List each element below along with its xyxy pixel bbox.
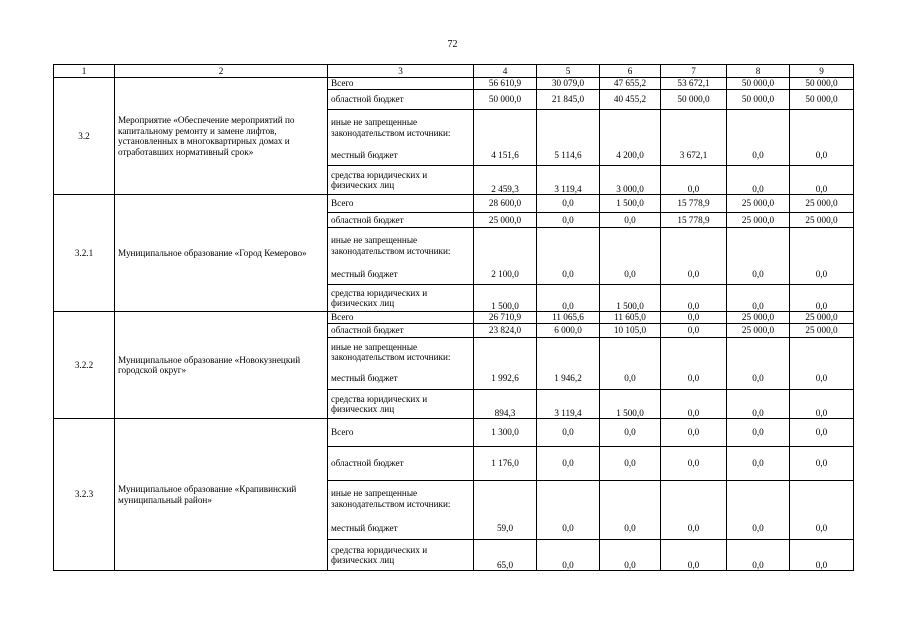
value-cell: 53 672,1 bbox=[661, 78, 727, 90]
funding-source-label: областной бюджет bbox=[328, 213, 474, 228]
value-cell: 0,0 bbox=[537, 517, 600, 540]
value-cell: 3 000,0 bbox=[600, 166, 661, 195]
value-cell bbox=[600, 110, 661, 146]
value-cell: 25 000,0 bbox=[790, 324, 854, 338]
value-cell: 0,0 bbox=[661, 540, 727, 571]
value-cell: 0,0 bbox=[661, 390, 727, 419]
value-cell: 0,0 bbox=[790, 447, 854, 481]
value-cell: 3 119,4 bbox=[537, 166, 600, 195]
value-cell: 0,0 bbox=[600, 213, 661, 228]
value-cell: 0,0 bbox=[727, 517, 790, 540]
header-row bbox=[54, 65, 854, 78]
value-cell: 0,0 bbox=[727, 146, 790, 166]
value-cell bbox=[537, 338, 600, 367]
value-cell bbox=[790, 228, 854, 264]
value-cell: 1 946,2 bbox=[537, 367, 600, 390]
value-cell: 0,0 bbox=[790, 540, 854, 571]
value-cell: 0,0 bbox=[790, 419, 854, 447]
value-cell: 1 300,0 bbox=[474, 419, 537, 447]
table-row bbox=[54, 419, 854, 447]
value-cell: 50 000,0 bbox=[727, 90, 790, 110]
column-header: 8 bbox=[727, 65, 790, 78]
value-cell: 894,3 bbox=[474, 390, 537, 419]
value-cell: 25 000,0 bbox=[474, 213, 537, 228]
value-cell: 0,0 bbox=[790, 146, 854, 166]
item-code: 3.2 bbox=[54, 78, 115, 195]
value-cell: 0,0 bbox=[790, 166, 854, 195]
funding-source-label: Всего bbox=[328, 419, 474, 447]
value-cell: 25 000,0 bbox=[727, 324, 790, 338]
table-row bbox=[54, 78, 854, 90]
value-cell: 0,0 bbox=[727, 447, 790, 481]
value-cell: 1 500,0 bbox=[600, 390, 661, 419]
value-cell: 0,0 bbox=[537, 264, 600, 285]
value-cell: 25 000,0 bbox=[790, 213, 854, 228]
funding-source-label: местный бюджет bbox=[328, 146, 474, 166]
value-cell: 0,0 bbox=[600, 264, 661, 285]
value-cell: 2 100,0 bbox=[474, 264, 537, 285]
value-cell: 4 151,6 bbox=[474, 146, 537, 166]
value-cell: 0,0 bbox=[790, 285, 854, 312]
value-cell: 25 000,0 bbox=[790, 195, 854, 213]
value-cell: 0,0 bbox=[661, 517, 727, 540]
funding-source-label: Всего bbox=[328, 195, 474, 213]
value-cell: 10 105,0 bbox=[600, 324, 661, 338]
funding-source-label: областной бюджет bbox=[328, 90, 474, 110]
value-cell: 0,0 bbox=[600, 419, 661, 447]
funding-source-label: Всего bbox=[328, 78, 474, 90]
value-cell bbox=[600, 228, 661, 264]
column-header: 2 bbox=[115, 65, 328, 78]
value-cell: 3 119,4 bbox=[537, 390, 600, 419]
funding-source-label: иные не запрещенные законодательством источники: bbox=[328, 338, 474, 367]
value-cell: 25 000,0 bbox=[790, 312, 854, 324]
value-cell bbox=[661, 228, 727, 264]
value-cell: 0,0 bbox=[727, 390, 790, 419]
funding-source-label: средства юридических и физических лиц bbox=[328, 166, 474, 195]
funding-source-label: местный бюджет bbox=[328, 517, 474, 540]
funding-source-label: областной бюджет bbox=[328, 447, 474, 481]
value-cell: 11 065,6 bbox=[537, 312, 600, 324]
value-cell: 50 000,0 bbox=[790, 78, 854, 90]
value-cell: 0,0 bbox=[661, 264, 727, 285]
value-cell: 0,0 bbox=[790, 390, 854, 419]
table-row bbox=[54, 312, 854, 324]
funding-source-label: средства юридических и физических лиц bbox=[328, 390, 474, 419]
value-cell: 0,0 bbox=[600, 367, 661, 390]
value-cell: 0,0 bbox=[537, 447, 600, 481]
value-cell: 28 600,0 bbox=[474, 195, 537, 213]
value-cell: 25 000,0 bbox=[727, 312, 790, 324]
funding-source-label: местный бюджет bbox=[328, 264, 474, 285]
value-cell bbox=[537, 228, 600, 264]
value-cell: 1 500,0 bbox=[600, 195, 661, 213]
value-cell: 50 000,0 bbox=[790, 90, 854, 110]
item-name: Муниципальное образование «Город Кемерово» bbox=[115, 195, 328, 312]
value-cell: 0,0 bbox=[537, 540, 600, 571]
value-cell: 0,0 bbox=[727, 367, 790, 390]
value-cell: 0,0 bbox=[537, 213, 600, 228]
value-cell: 21 845,0 bbox=[537, 90, 600, 110]
value-cell: 1 992,6 bbox=[474, 367, 537, 390]
value-cell: 23 824,0 bbox=[474, 324, 537, 338]
value-cell: 0,0 bbox=[537, 285, 600, 312]
value-cell: 30 079,0 bbox=[537, 78, 600, 90]
value-cell: 56 610,9 bbox=[474, 78, 537, 90]
value-cell: 0,0 bbox=[537, 419, 600, 447]
funding-source-label: местный бюджет bbox=[328, 367, 474, 390]
value-cell bbox=[790, 338, 854, 367]
value-cell: 50 000,0 bbox=[474, 90, 537, 110]
funding-source-label: иные не запрещенные законодательством источники: bbox=[328, 481, 474, 517]
column-header: 3 bbox=[328, 65, 474, 78]
column-header: 6 bbox=[600, 65, 661, 78]
value-cell bbox=[727, 110, 790, 146]
value-cell bbox=[600, 481, 661, 517]
funding-source-label: иные не запрещенные законодательством источники: bbox=[328, 110, 474, 146]
value-cell bbox=[727, 481, 790, 517]
value-cell bbox=[790, 110, 854, 146]
value-cell bbox=[537, 481, 600, 517]
value-cell: 65,0 bbox=[474, 540, 537, 571]
value-cell: 0,0 bbox=[661, 367, 727, 390]
value-cell: 15 778,9 bbox=[661, 213, 727, 228]
value-cell: 50 000,0 bbox=[661, 90, 727, 110]
value-cell: 0,0 bbox=[727, 166, 790, 195]
value-cell: 4 200,0 bbox=[600, 146, 661, 166]
value-cell: 0,0 bbox=[661, 324, 727, 338]
value-cell: 11 605,0 bbox=[600, 312, 661, 324]
page-number: 72 bbox=[447, 39, 458, 50]
value-cell: 59,0 bbox=[474, 517, 537, 540]
column-header: 5 bbox=[537, 65, 600, 78]
value-cell: 0,0 bbox=[661, 447, 727, 481]
value-cell: 0,0 bbox=[661, 166, 727, 195]
column-header: 9 bbox=[790, 65, 854, 78]
budget-table bbox=[53, 64, 854, 571]
value-cell: 0,0 bbox=[790, 367, 854, 390]
item-code: 3.2.3 bbox=[54, 419, 115, 571]
item-code: 3.2.2 bbox=[54, 312, 115, 419]
value-cell: 25 000,0 bbox=[727, 195, 790, 213]
value-cell: 0,0 bbox=[727, 419, 790, 447]
value-cell: 1 500,0 bbox=[474, 285, 537, 312]
value-cell bbox=[600, 338, 661, 367]
value-cell: 0,0 bbox=[600, 447, 661, 481]
value-cell: 6 000,0 bbox=[537, 324, 600, 338]
value-cell: 26 710,9 bbox=[474, 312, 537, 324]
table-row bbox=[54, 195, 854, 213]
value-cell: 0,0 bbox=[661, 312, 727, 324]
value-cell bbox=[790, 481, 854, 517]
value-cell bbox=[727, 338, 790, 367]
value-cell: 1 176,0 bbox=[474, 447, 537, 481]
value-cell: 5 114,6 bbox=[537, 146, 600, 166]
value-cell: 0,0 bbox=[727, 540, 790, 571]
column-header: 7 bbox=[661, 65, 727, 78]
value-cell: 0,0 bbox=[790, 517, 854, 540]
value-cell bbox=[661, 481, 727, 517]
funding-source-label: иные не запрещенные законодательством источники: bbox=[328, 228, 474, 264]
value-cell: 0,0 bbox=[727, 264, 790, 285]
value-cell: 0,0 bbox=[600, 540, 661, 571]
value-cell bbox=[474, 110, 537, 146]
value-cell: 0,0 bbox=[661, 285, 727, 312]
item-name: Муниципальное образование «Крапивинский муниципальный район» bbox=[115, 419, 328, 571]
value-cell: 47 655,2 bbox=[600, 78, 661, 90]
value-cell bbox=[537, 110, 600, 146]
item-code: 3.2.1 bbox=[54, 195, 115, 312]
value-cell: 2 459,3 bbox=[474, 166, 537, 195]
funding-source-label: средства юридических и физических лиц bbox=[328, 285, 474, 312]
value-cell: 0,0 bbox=[790, 264, 854, 285]
value-cell: 0,0 bbox=[727, 285, 790, 312]
value-cell: 50 000,0 bbox=[727, 78, 790, 90]
funding-source-label: областной бюджет bbox=[328, 324, 474, 338]
value-cell: 40 455,2 bbox=[600, 90, 661, 110]
value-cell: 0,0 bbox=[661, 419, 727, 447]
value-cell: 0,0 bbox=[537, 195, 600, 213]
funding-source-label: Всего bbox=[328, 312, 474, 324]
column-header: 4 bbox=[474, 65, 537, 78]
value-cell: 15 778,9 bbox=[661, 195, 727, 213]
value-cell bbox=[474, 481, 537, 517]
value-cell bbox=[661, 338, 727, 367]
value-cell bbox=[474, 228, 537, 264]
value-cell: 25 000,0 bbox=[727, 213, 790, 228]
value-cell: 1 500,0 bbox=[600, 285, 661, 312]
value-cell: 3 672,1 bbox=[661, 146, 727, 166]
column-header: 1 bbox=[54, 65, 115, 78]
value-cell bbox=[474, 338, 537, 367]
value-cell bbox=[727, 228, 790, 264]
value-cell bbox=[661, 110, 727, 146]
value-cell: 0,0 bbox=[600, 517, 661, 540]
funding-source-label: средства юридических и физических лиц bbox=[328, 540, 474, 571]
item-name: Мероприятие «Обеспечение мероприятий по капитальному ремонту и замене лифтов, установленных в многоквартирных домах и отработавших нормативный срок» bbox=[115, 78, 328, 195]
item-name: Муниципальное образование «Новокузнецкий городской округ» bbox=[115, 312, 328, 419]
